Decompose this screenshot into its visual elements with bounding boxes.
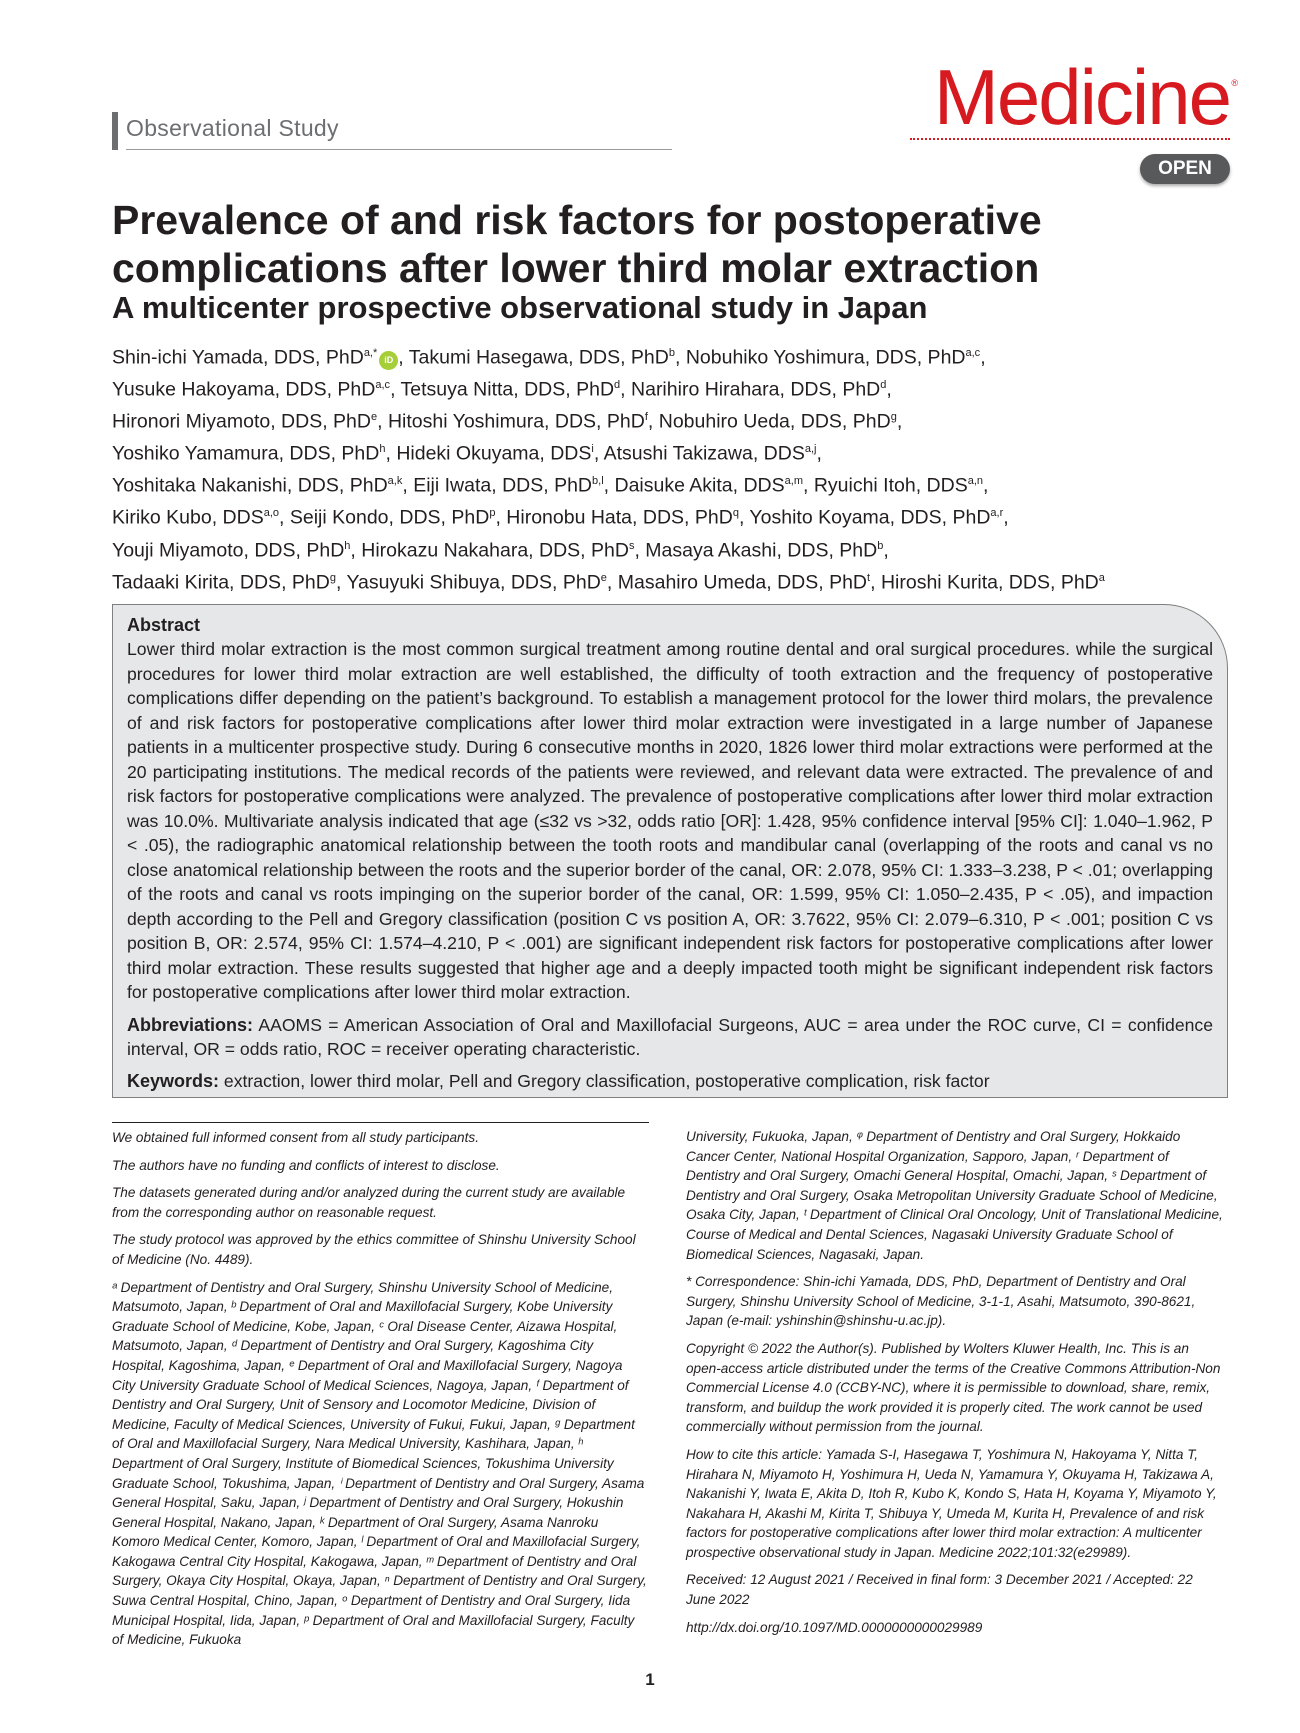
- author-name: Hitoshi Yoshimura, DDS, PhD: [387, 410, 645, 433]
- author-affiliation-sup: a,m: [784, 475, 803, 488]
- author-affiliation-sup: g: [890, 411, 897, 424]
- footnote-correspondence: * Correspondence: Shin-ichi Yamada, DDS, PhD, Department of Dentistry and Oral Surgery, Shinshu University School of Medicine, 3-1-1, Asahi, Matsumoto, 390-8621, Japan (e-mail: yshinshin@shinshu-u.ac.jp).: [686, 1274, 1196, 1329]
- author-affiliation-sup: b,l: [592, 475, 604, 488]
- orcid-icon[interactable]: iD: [379, 351, 398, 370]
- abstract-heading: Abstract: [127, 615, 201, 635]
- section-label-rule: [126, 149, 672, 150]
- author-name: Tadaaki Kirita, DDS, PhD: [112, 571, 330, 594]
- author-line: Tadaaki Kirita, DDS, PhD$^g$, Yasuyuki Shibuya, DDS, PhD$^e$, Masahiro Umeda, DDS, PhD$^t$, Hiroshi Kurita, DDS, PhD$^a$: [112, 571, 1105, 594]
- footnote-citation: How to cite this article: Yamada S-I, Hasegawa T, Yoshimura N, Hakoyama Y, Nitta T, Hirahara N, Miyamoto H, Yoshimura H, Ueda N, Yamamura Y, Okuyama H, Takizawa A, Nakanishi Y, Iwata E, Akita D, Itoh R, Kubo K, Kondo S, Hata H, Koyama Y, Miyamoto Y, Nakahara H, Akashi M, Kirita T, Shibuya Y, Umeda M, Kurita H, Prevalence of and risk factors for postoperative complications after lower third molar extraction: A multicenter prospective observational study in Japan. Medicine 2022;101:32(e29989).: [686, 1446, 1217, 1560]
- author-affiliation-sup: e: [370, 411, 378, 424]
- author-name: Yasuyuki Shibuya, DDS, PhD: [346, 571, 601, 594]
- author-affiliation-sup: e: [600, 571, 607, 584]
- author-name: Youji Miyamoto, DDS, PhD: [112, 539, 345, 562]
- author-affiliation-sup: b: [668, 347, 675, 359]
- author-affiliation-sup: a,k: [387, 475, 403, 488]
- author-name: Atsushi Takizawa, DDS: [603, 442, 805, 465]
- author-affiliation-sup: d: [614, 379, 621, 392]
- journal-logo-dotted-rule: [910, 138, 1230, 140]
- author-name: Hironobu Hata, DDS, PhD: [506, 506, 733, 529]
- footnote-ethics: The study protocol was approved by the ethics committee of Shinshu University School of Medicine (No. 4489).: [112, 1232, 636, 1267]
- author-affiliation-sup: g: [329, 571, 336, 584]
- author-affiliation-sup: h: [379, 443, 386, 456]
- author-affiliation-sup: p: [489, 507, 496, 520]
- author-name: Nobuhiko Yoshimura, DDS, PhD: [685, 346, 966, 369]
- author-name: Yoshiko Yamamura, DDS, PhD: [112, 442, 380, 465]
- author-line: Yusuke Hakoyama, DDS, PhD$^{a,c}$, Tetsuya Nitta, DDS, PhD$^d$, Narihiro Hirahara, DDS, PhD$^d$,: [112, 378, 892, 401]
- author-line: Kiriko Kubo, DDS$^{a,o}$, Seiji Kondo, DDS, PhD$^p$, Hironobu Hata, DDS, PhD$^q$, Yoshito Koyama, DDS, PhD$^{a,r}$,: [112, 506, 1009, 529]
- author-affiliation-sup: b: [877, 539, 884, 552]
- author-affiliation-sup: a: [1098, 571, 1105, 584]
- author-name: Masaya Akashi, DDS, PhD: [645, 539, 878, 562]
- abbreviations-label: Abbreviations:: [127, 1014, 254, 1035]
- author-name: Yoshito Koyama, DDS, PhD: [749, 506, 991, 529]
- abstract-box: [112, 604, 1228, 1098]
- abbreviations: [127, 1013, 1213, 1062]
- author-name: Tetsuya Nitta, DDS, PhD: [400, 378, 615, 401]
- page-number: 1: [645, 1670, 655, 1689]
- author-name: Yoshitaka Nakanishi, DDS, PhD: [112, 474, 388, 497]
- footnotes-right-column: [686, 1127, 1223, 1645]
- author-line: Shin-ichi Yamada, DDS, PhD$^{a,*}$iD , Takumi Hasegawa, DDS, PhD$^b$, Nobuhiko Yoshimura, DDS, PhD$^{a,c}$,: [112, 346, 986, 369]
- journal-brand: [890, 53, 1238, 188]
- author-affiliation-sup: a,j: [804, 443, 817, 456]
- keywords-label: Keywords:: [127, 1070, 220, 1091]
- keywords: [127, 1069, 1213, 1094]
- footnote-affiliations: ᵃ Department of Dentistry and Oral Surgery, Shinshu University School of Medicine, Matsumoto, Japan, ᵇ Department of Oral and Maxillofacial Surgery, Kobe University Graduate School of Medicine, Kobe, Japan, ᶜ Oral Disease Center, Aizawa Hospital, Matsumoto, Japan, ᵈ Department of Dentistry and Oral Surgery, Kagoshima City Hospital, Kagoshima, Japan, ᵉ Department of Oral and Maxillofacial Surgery, Nagoya City University Graduate School of Medical Sciences, Nagoya, Japan, ᶠ Department of Dentistry and Oral Surgery, Unit of Sensory and Locomotor Medicine, Division of Medicine, Faculty of Medical Sciences, University of Fukui, Fukui, Japan, ᵍ Department of Oral and Maxillofacial Surgery, Nara Medical University, Kashihara, Japan, ʰ Department of Oral Surgery, Institute of Biomedical Sciences, Tokushima University Graduate School, Tokushima, Japan, ⁱ Department of Dentistry and Oral Surgery, Asama General Hospital, Saku, Japan, ʲ Department of Dentistry and Oral Surgery, Hokushin General Hospital, Nakano, Japan, ᵏ Department of Oral Surgery, Asama Nanroku Komoro Medical Center, Komoro, Japan, ˡ Department of Oral and Maxillofacial Surgery, Kakogawa Central City Hospital, Kakogawa, Japan, ᵐ Department of Dentistry and Oral Surgery, Okaya City Hospital, Okaya, Japan, ⁿ Department of Dentistry and Oral Surgery, Suwa Central Hospital, Chino, Japan, ᵒ Department of Dentistry and Oral Surgery, Iida Municipal Hospital, Iida, Japan, ᵖ Department of Oral and Maxillofacial Surgery, Faculty of Medicine, Fukuoka: [112, 1279, 647, 1648]
- author-name: Hirokazu Nakahara, DDS, PhD: [361, 539, 629, 562]
- author-name: Masahiro Umeda, DDS, PhD: [617, 571, 868, 594]
- author-affiliation-sup: a,r: [990, 507, 1004, 520]
- footnote-received: Received: 12 August 2021 / Received in final form: 3 December 2021 / Accepted: 22 June 2022: [686, 1572, 1193, 1608]
- author-name: Nobuhiro Ueda, DDS, PhD: [658, 410, 891, 433]
- author-affiliation-sup: a,c: [375, 379, 391, 392]
- author-line: Yoshitaka Nakanishi, DDS, PhD$^{a,k}$, Eiji Iwata, DDS, PhD$^{b,l}$, Daisuke Akita, DDS$^{a,m}$, Ryuichi Itoh, DDS$^{a,n}$,: [112, 474, 989, 497]
- author-affiliation-sup: a,c: [965, 347, 981, 359]
- footnote-consent: We obtained full informed consent from all study participants.: [112, 1130, 479, 1145]
- author-name: Hironori Miyamoto, DDS, PhD: [112, 410, 371, 433]
- footnote-doi-link[interactable]: http://dx.doi.org/10.1097/MD.0000000000029989: [686, 1619, 983, 1635]
- author-line: Youji Miyamoto, DDS, PhD$^h$, Hirokazu Nakahara, DDS, PhD$^s$, Masaya Akashi, DDS, PhD$^b$,: [112, 539, 889, 562]
- author-name: Narihiro Hirahara, DDS, PhD: [631, 378, 881, 401]
- footnote-data-availability: The datasets generated during and/or analyzed during the current study are available from the corresponding author on reasonable request.: [112, 1185, 626, 1220]
- author-name: Hideki Okuyama, DDS: [396, 442, 592, 465]
- journal-logo: Medicine: [933, 53, 1230, 141]
- author-name: Kiriko Kubo, DDS: [112, 506, 264, 529]
- abstract-text: Lower third molar extraction is the most common surgical treatment among routine dental and oral surgical procedures. while the surgical procedures for lower third molar extraction are well established, the difficulty of tooth extraction and the frequency of postoperative complications differ depending on the patient’s background. To establish a management protocol for the lower third molars, the prevalence of and risk factors for postoperative complications after lower third molar extraction were investigated in a large number of Japanese patients in a multicenter prospective study. During 6 consecutive months in 2020, 1826 lower third molar extractions were performed at the 20 participating institutions. The medical records of the patients were reviewed, and relevant data were extracted. The prevalence of and risk factors for postoperative complications were analyzed. The prevalence of postoperative complications after lower third molar extraction was 10.0%. Multivariate analysis indicated that age (≤32 vs >32, odds ratio [OR]: 1.428, 95% confidence interval [95% CI]: 1.040–1.962, P < .05), the radiographic anatomical relationship between the tooth roots and mandibular canal (overlapping of the roots and canal vs no close anatomical relationship between the roots and the superior border of the canal, OR: 2.078, 95% CI: 1.333–3.238, P < .01; overlapping of the roots and canal vs roots impinging on the superior border of the canal, OR: 1.599, 95% CI: 1.050–2.435, P < .05), and impaction depth according to the Pell and Gregory classification (position C vs position A, OR: 3.7622, 95% CI: 2.079–6.310, P < .001; position C vs position B, OR: 2.574, 95% CI: 1.574–4.210, P < .001) are significant independent risk factors for postoperative complications after lower third molar extraction. These results suggested that higher age and a deeply impacted tooth might be significant independent risk factors for postoperative complications after lower third molar extraction.: [127, 639, 1213, 1002]
- author-affiliation-sup: a,*: [363, 347, 378, 359]
- author-affiliation-sup: d: [880, 379, 887, 392]
- author-name: Ryuichi Itoh, DDS: [813, 474, 968, 497]
- section-label-text: Observational Study: [126, 115, 339, 141]
- footnote-affiliations-continued: University, Fukuoka, Japan, ᵠ Department of Dentistry and Oral Surgery, Hokkaido Cancer Center, National Hospital Organization, Sapporo, Japan, ʳ Department of Dentistry and Oral Surgery, Omachi General Hospital, Omachi, Japan, ˢ Department of Dentistry and Oral Surgery, Osaka Metropolitan University Graduate School of Medicine, Osaka City, Japan, ᵗ Department of Clinical Oral Oncology, Unit of Translational Medicine, Course of Medical and Dental Sciences, Nagasaki University Graduate School of Biomedical Sciences, Nagasaki, Japan.: [686, 1129, 1223, 1262]
- article-title: Prevalence of and risk factors for postoperative complications after lower third molar extraction: [112, 197, 1042, 291]
- author-affiliation-sup: q: [732, 507, 739, 520]
- author-affiliation-sup: a,n: [967, 475, 984, 488]
- author-line: Hironori Miyamoto, DDS, PhD$^e$, Hitoshi Yoshimura, DDS, PhD$^f$, Nobuhiro Ueda, DDS, PhD$^g$,: [112, 410, 903, 433]
- author-name: Yusuke Hakoyama, DDS, PhD: [112, 378, 376, 401]
- open-access-badge: OPEN: [1140, 154, 1230, 184]
- footnote-copyright: Copyright © 2022 the Author(s). Published by Wolters Kluwer Health, Inc. This is an open-access article distributed under the terms of the Creative Commons Attribution-Non Commercial License 4.0 (CCBY-NC), where it is permissible to download, share, remix, transform, and buildup the work provided it is properly cited. The work cannot be used commercially without permission from the journal.: [686, 1340, 1221, 1435]
- author-affiliation-sup: a,o: [263, 507, 280, 520]
- article-subtitle: A multicenter prospective observational study in Japan: [112, 290, 928, 325]
- author-affiliation-sup: s: [628, 539, 635, 552]
- author-affiliation-sup: t: [867, 571, 871, 584]
- journal-registered-mark: ®: [1231, 78, 1238, 88]
- keywords-text: extraction, lower third molar, Pell and Gregory classification, postoperative complication, risk factor: [223, 1070, 990, 1091]
- author-name: Hiroshi Kurita, DDS, PhD: [880, 571, 1099, 594]
- author-list: [112, 340, 1242, 597]
- author-name: Takumi Hasegawa, DDS, PhD: [408, 346, 669, 369]
- author-name: Daisuke Akita, DDS: [614, 474, 785, 497]
- author-line: Yoshiko Yamamura, DDS, PhD$^h$, Hideki Okuyama, DDS$^i$, Atsushi Takizawa, DDS$^{a,j}$,: [112, 442, 822, 465]
- section-label-bar: [112, 112, 118, 150]
- author-affiliation-sup: h: [344, 539, 351, 552]
- author-name: Seiji Kondo, DDS, PhD: [289, 506, 490, 529]
- section-label: [112, 112, 672, 150]
- author-name: Eiji Iwata, DDS, PhD: [413, 474, 593, 497]
- author-affiliation-sup: f: [644, 411, 648, 424]
- abbreviations-text: AAOMS = American Association of Oral and Maxillofacial Surgeons, AUC = area under the ROC curve, CI = confidence interval, OR = odds ratio, ROC = receiver operating characteristic.: [127, 1014, 1213, 1059]
- footnote-funding: The authors have no funding and conflicts of interest to disclose.: [112, 1157, 500, 1173]
- footnotes-left-column: [112, 1122, 649, 1658]
- author-affiliation-sup: i: [591, 443, 594, 456]
- author-name: Shin-ichi Yamada, DDS, PhD: [112, 346, 364, 369]
